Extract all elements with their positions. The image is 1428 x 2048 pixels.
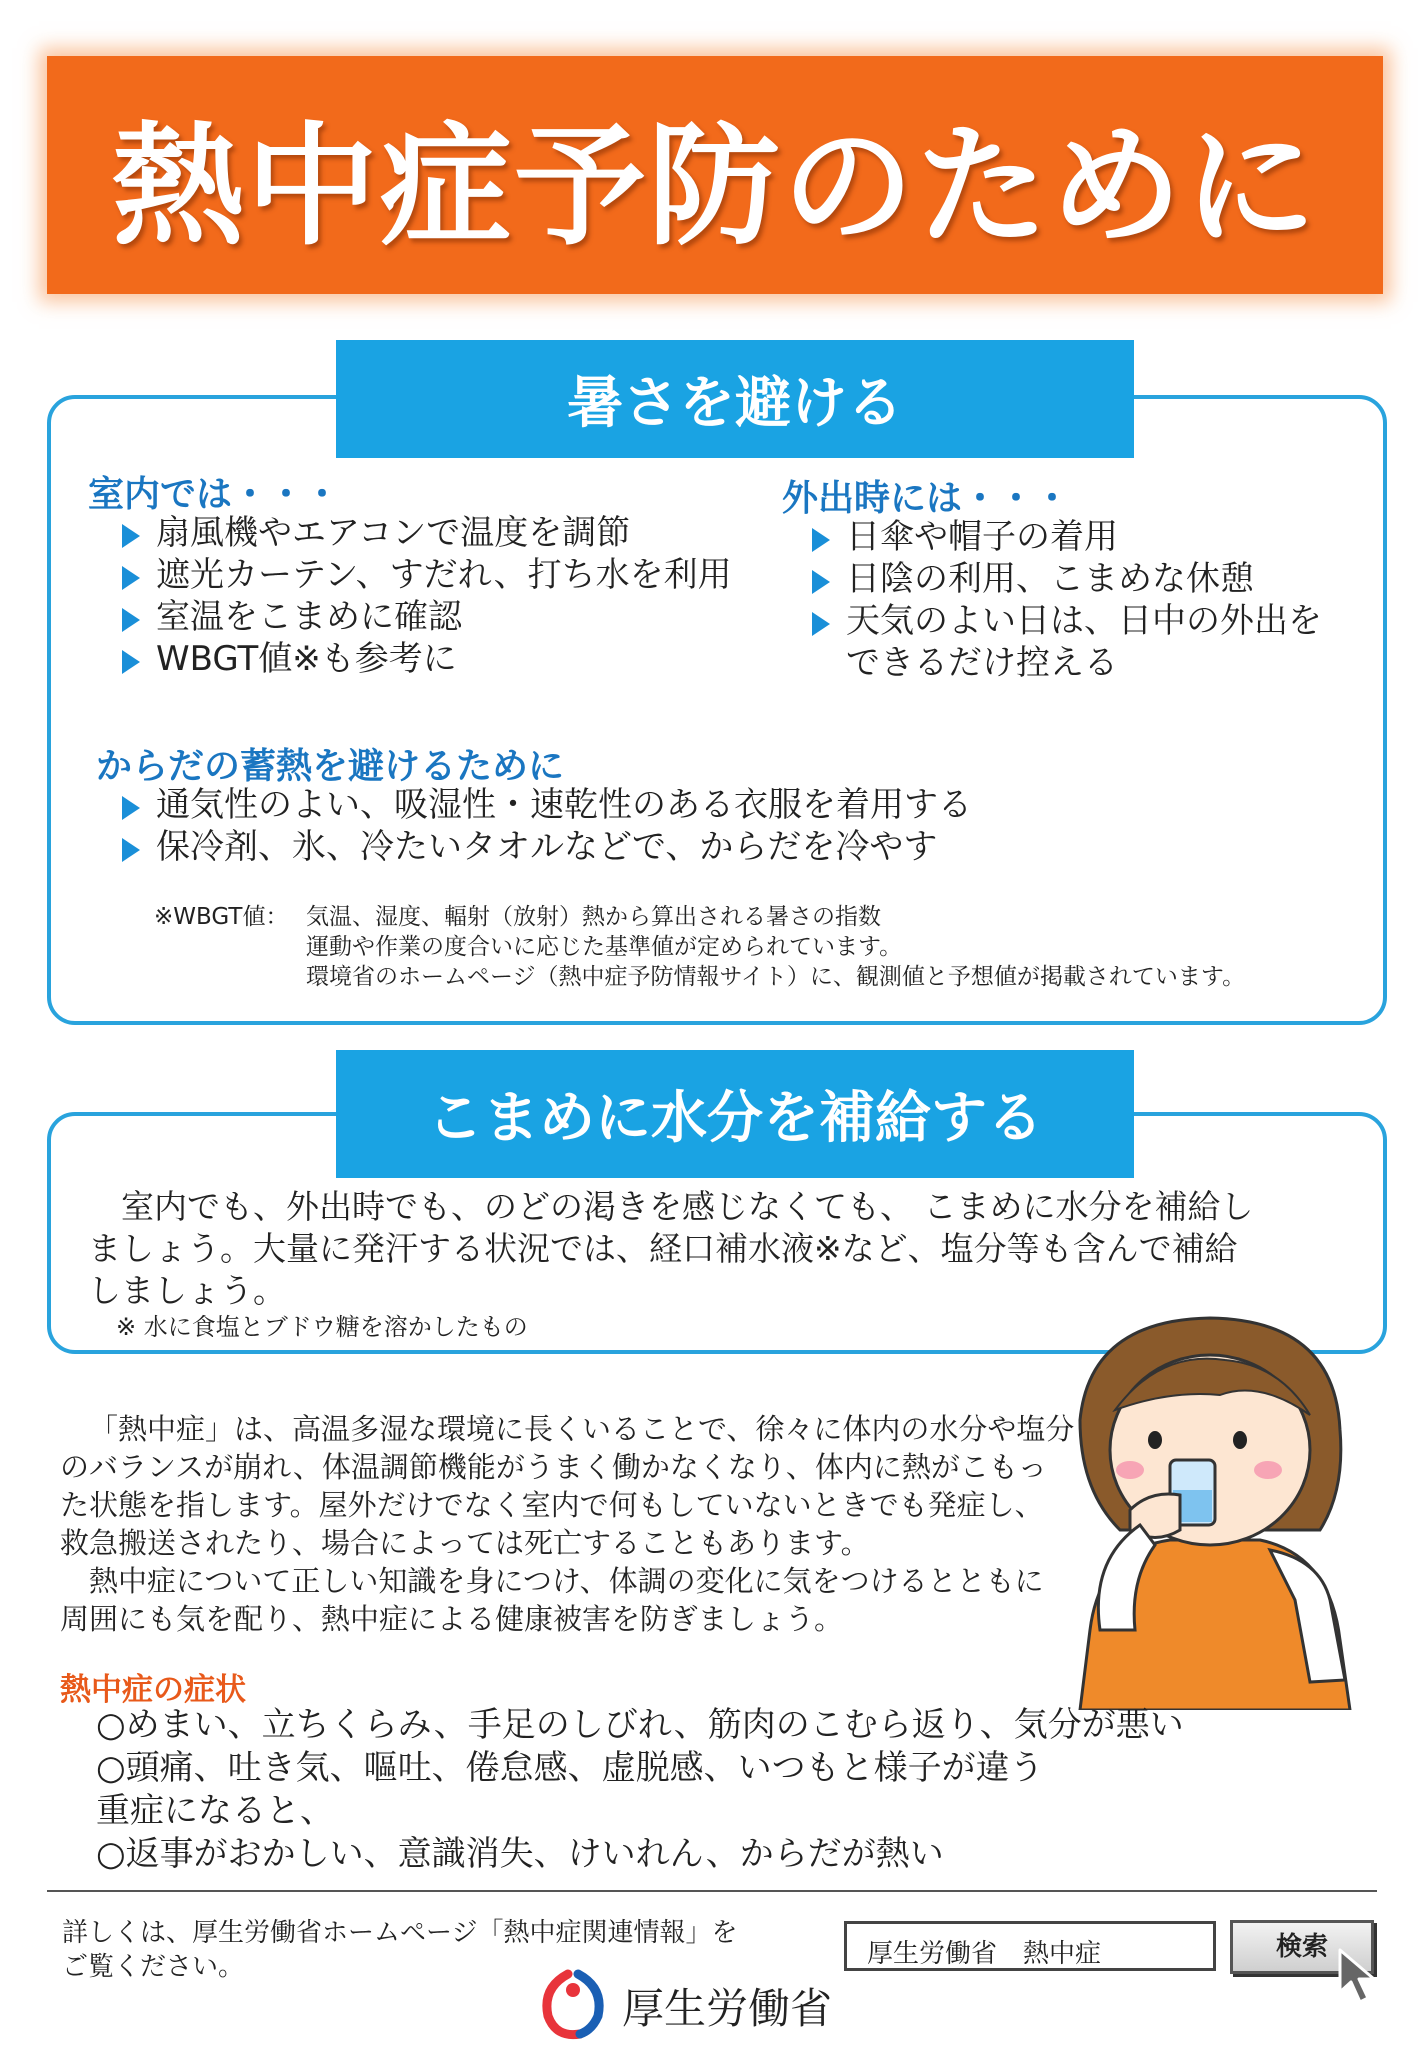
search-button[interactable]: 検索 [1230,1920,1374,1974]
explanation-line: 「熱中症」は、高温多湿な環境に長くいることで、徐々に体内の水分や塩分 [89,1412,1075,1446]
page-title: 熱中症予防のために [112,110,1318,264]
body-heat-list [116,784,972,868]
mouse-cursor-icon [1336,1948,1388,2004]
heatstroke-explanation [60,1410,1074,1638]
wbgt-note-line: 環境省のホームページ（熱中症予防情報サイト）に、観測値と予想値が掲載されています。 [306,964,1246,990]
avoid-heat-header [336,340,1134,458]
list-item: 日陰の利用、こまめな休憩 [806,558,1322,600]
girl-drinking-water-illustration [1060,1300,1360,1710]
symptom-line: ○めまい、立ちくらみ、手足のしびれ、筋肉のこむら返り、気分が悪い [96,1705,1184,1745]
hydration-line: ましょう。大量に発汗する状況では、経口補水液※など、塩分等も含んで補給 [88,1229,1238,1268]
list-item: 扇風機やエアコンで温度を調節 [116,512,732,554]
explanation-line: のバランスが崩れ、体温調節機能がうまく働かなくなり、体内に熱がこもっ [60,1450,1047,1484]
body-heat-heading: からだの蓄熱を避けるために [96,746,565,787]
footer-line: ご覧ください。 [62,1952,245,1982]
outdoor-heading: 外出時には・・・ [782,478,1071,519]
indoor-list [116,512,732,680]
explanation-line: 熱中症について正しい知識を身につけ、体調の変化に気をつけるとともに [89,1564,1044,1598]
explanation-line: た状態を指します。屋外だけでなく室内で何もしていないときでも発症し、 [60,1488,1044,1522]
list-item-continuation: できるだけ控える [846,643,1118,683]
wbgt-note-line: 気温、湿度、輻射（放射）熱から算出される暑さの指数 [306,904,881,930]
symptom-line: 重症になると、 [96,1791,334,1831]
ministry-logo-icon [538,1968,608,2040]
list-item: 室温をこまめに確認 [116,596,732,638]
symptoms-list [96,1704,1184,1876]
outdoor-list [806,516,1322,684]
wbgt-note-label: ※WBGT値： [154,904,289,930]
list-item: 日傘や帽子の着用 [806,516,1322,558]
explanation-line: 周囲にも気を配り、熱中症による健康被害を防ぎましょう。 [60,1602,844,1636]
hydration-header-text: こまめに水分を補給する [427,1086,1043,1151]
search-input[interactable]: 厚生労働省 熱中症 [844,1921,1216,1971]
avoid-heat-header-text: 暑さを避ける [567,371,903,436]
title-banner [47,56,1383,294]
footer-divider [47,1890,1377,1892]
hydration-note: ※ 水に食塩とブドウ糖を溶かしたもの [116,1313,528,1341]
ministry-name: 厚生労働省 [622,1984,833,2033]
symptom-line: ○頭痛、吐き気、嘔吐、倦怠感、虚脱感、いつもと様子が違う [96,1748,1044,1788]
list-item: 天気のよい日は、日中の外出を [806,600,1322,642]
hydration-line: 室内でも、外出時でも、のどの渇きを感じなくても、 こまめに水分を補給し [121,1187,1254,1226]
footer-text [62,1916,737,1984]
hydration-line: しましょう。 [88,1271,286,1310]
symptom-line: ○返事がおかしい、意識消失、けいれん、からだが熱い [96,1834,944,1874]
explanation-line: 救急搬送されたり、場合によっては死亡することもあります。 [60,1526,870,1560]
hydration-text [88,1186,1254,1312]
hydration-header [336,1050,1134,1178]
wbgt-note-line: 運動や作業の度合いに応じた基準値が定められています。 [306,934,903,960]
list-item: 保冷剤、氷、冷たいタオルなどで、からだを冷やす [116,826,972,868]
footer-line: 詳しくは、厚生労働省ホームページ「熱中症関連情報」を [62,1918,738,1948]
list-item: WBGT値※も参考に [116,638,732,680]
indoor-heading: 室内では・・・ [88,474,341,515]
list-item: 遮光カーテン、すだれ、打ち水を利用 [116,554,732,596]
symptoms-heading: 熱中症の症状 [60,1672,246,1708]
list-item: 通気性のよい、吸湿性・速乾性のある衣服を着用する [116,784,972,826]
